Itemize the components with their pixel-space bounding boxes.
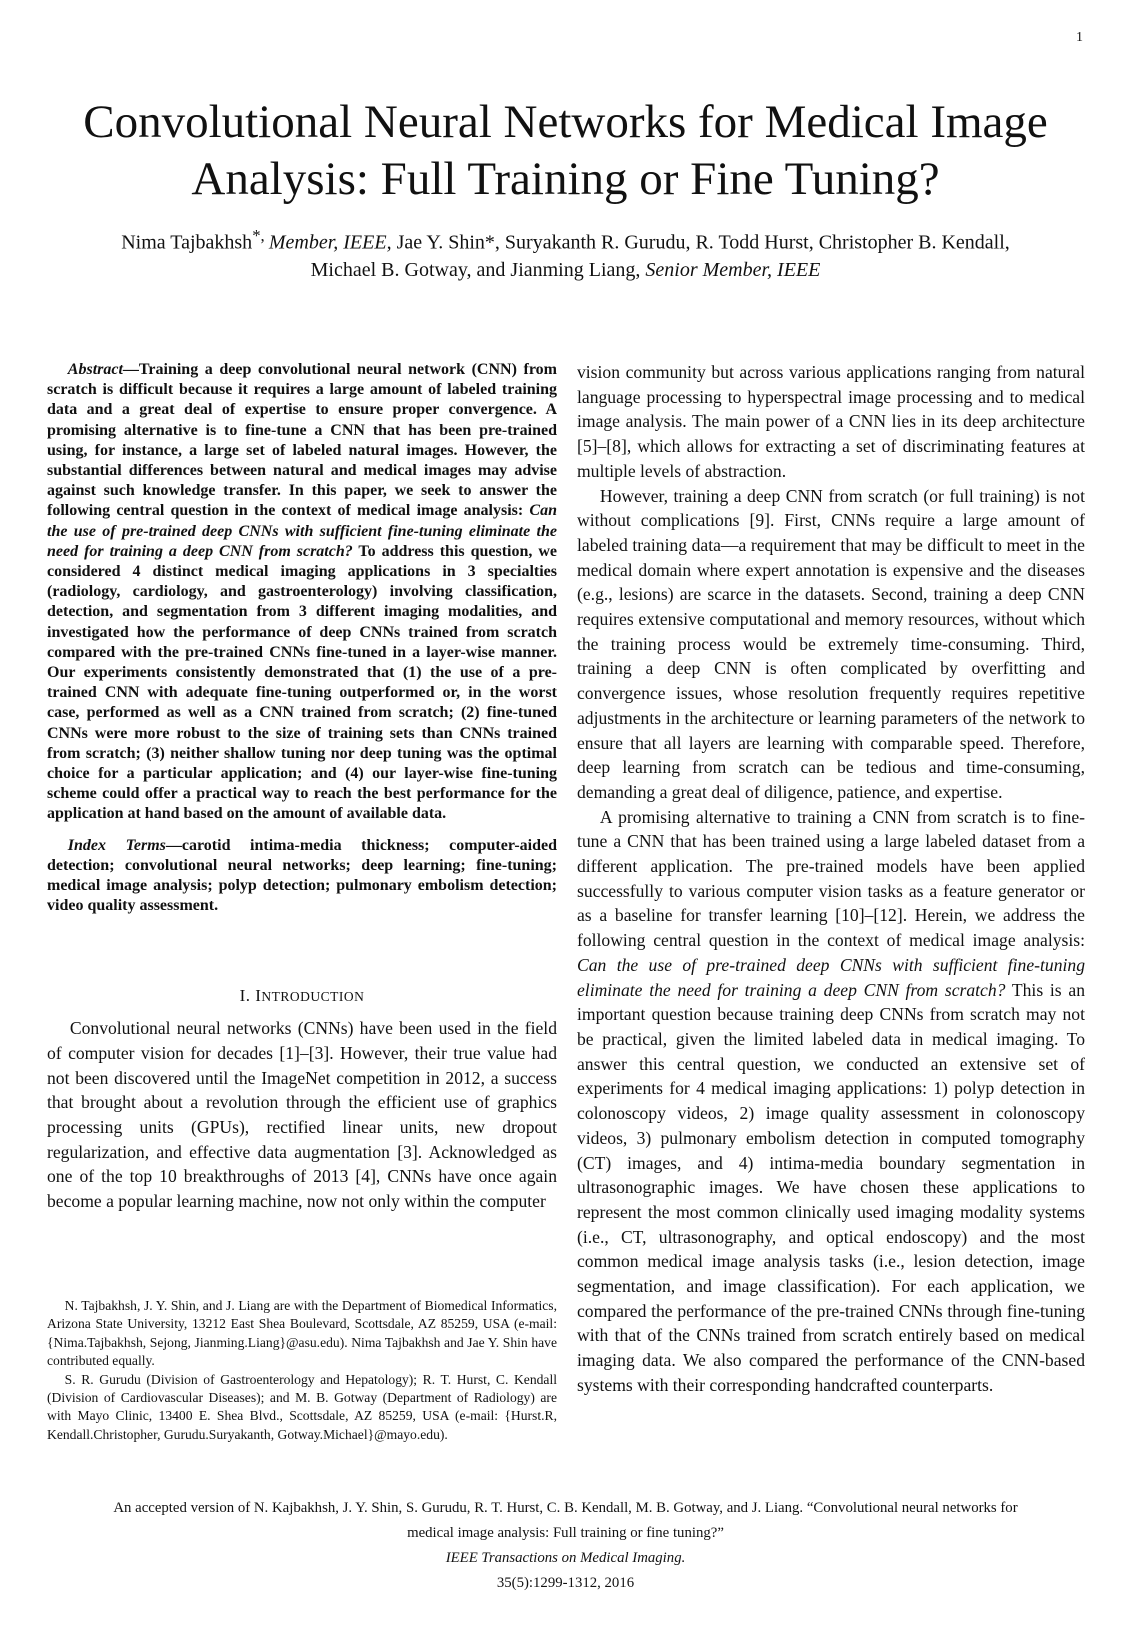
footnote-1: N. Tajbakhsh, J. Y. Shin, and J. Liang are with the Department of Biomedical Informatics, Arizona State University, 13212 East Shea Boulevard, Scottsdale, AZ 85259, USA (e-mail: {Nima.Tajbakhsh, Sejong, Jianming.Liang}@asu.edu). Nima Tajbakhsh and Jae Y. Shin have contributed equally. xyxy=(47,1298,557,1369)
author-name: Nima Tajbakhsh xyxy=(121,231,253,254)
paragraph-3-text: A promising alternative to training a CNN from scratch is to fine-tune a CNN that has been trained using a large labeled dataset from a different application. The pre-trained models have been applied successfully to various computer vision tasks as a feature generator or as a baseline for transfer learning [10]–[12]. Herein, we address the following central question in the context of medical image analysis: xyxy=(577,806,1085,951)
citation-note xyxy=(30,1496,1101,1596)
membership: Member, IEEE, xyxy=(268,231,392,254)
paragraph-3-question: Can the use of pre-trained deep CNNs with sufficient fine-tuning eliminate the need for training a deep CNN from scratch? xyxy=(577,954,1085,1000)
equal-contribution-mark: *, xyxy=(252,226,269,245)
section-numeral: I. xyxy=(239,986,256,1006)
intro-paragraph: Convolutional neural networks (CNNs) have been used in the field of computer vision for decades [1]–[3]. However, their true value had not been discovered until the ImageNet competition in 2012, a success that brought about a revolution through the efficient use of graphics processing units (GPUs), rectified linear units, new dropout regularization, and effective data augmentation [3]. Acknowledged as one of the top 10 breakthroughs of 2013 [4], CNNs have once again become a popular learning machine, now not only within the computer xyxy=(47,1018,557,1212)
left-column xyxy=(47,360,557,1214)
citation-line-2 xyxy=(30,1521,1101,1596)
membership: Senior Member, IEEE xyxy=(645,258,821,281)
title-line-2: Analysis: Full Training or Fine Tuning? xyxy=(191,153,940,205)
paper-title xyxy=(30,94,1101,208)
section-heading xyxy=(47,984,557,1010)
index-terms-label: Index Terms xyxy=(67,836,166,854)
author-name: Jae Y. Shin xyxy=(391,231,485,254)
right-column xyxy=(577,360,1085,1398)
page-number: 1 xyxy=(1076,30,1083,45)
journal-name: IEEE Transactions on Medical Imaging. xyxy=(445,1550,686,1566)
index-terms xyxy=(47,836,557,917)
paragraph-1: vision community but across various applications ranging from natural language processing to hyperspectral image processing and to medical image analysis. The main power of a CNN lies in its deep architecture [5]–[8], which allows for extracting a set of discriminating features at multiple levels of abstraction. xyxy=(577,362,1085,481)
section-title-rest: NTRODUCTION xyxy=(261,989,365,1005)
author-names: Michael B. Gotway, and Jianming Liang, xyxy=(310,258,646,281)
author-names: *, Suryakanth R. Gurudu, R. Todd Hurst, Christopher B. Kendall, xyxy=(484,231,1010,254)
abstract-text: To address this question, we considered 4 distinct medical imaging applications in 3 specialties (radiology, cardiology, and gastroenterology) involving classification, detection, and segmentation from 3 different imaging modalities, and investigated how the performance of deep CNNs trained from scratch compared with the pre-trained CNNs fine-tuned in a layer-wise manner. Our experiments consistently demonstrated that (1) the use of a pre-trained CNN with adequate fine-tuning outperformed or, in the worst case, performed as well as a CNN trained from scratch; (2) fine-tuned CNNs were more robust to the size of training sets than CNNs trained from scratch; (3) neither shallow tuning nor deep tuning was the optimal choice for a particular application; and (4) our layer-wise fine-tuning scheme could offer a practical way to reach the best performance for the application at hand based on the amount of available data. xyxy=(47,542,557,823)
footnote-2: S. R. Gurudu (Division of Gastroenterology and Hepatology); R. T. Hurst, C. Kendall (Division of Cardiovascular Diseases); and M. B. Gotway (Department of Radiology) are with Mayo Clinic, 13400 E. Shea Blvd., Scottsdale, AZ 85259, USA (e-mail: {Hurst.R, Kendall.Christopher, Gurudu.Suryakanth, Gotway.Michael}@mayo.edu). xyxy=(47,1371,557,1442)
author-line-2 xyxy=(30,257,1101,284)
paragraph-2: However, training a deep CNN from scratch (or full training) is not without complications [9]. First, CNNs require a large amount of labeled training data—a requirement that may be difficult to meet in the medical domain where expert annotation is expensive and the diseases (e.g., lesions) are scarce in the datasets. Second, training a deep CNN requires extensive computational and memory resources, without which the training process would be extremely time-consuming. Third, training a deep CNN is often complicated by overfitting and convergence issues, whose resolution frequently requires repetitive adjustments in the architecture or learning parameters of the network to ensure that all layers are learning with comparable speed. Therefore, deep learning from scratch can be tedious and time-consuming, demanding a great deal of diligence, patience, and expertise. xyxy=(577,485,1085,802)
affiliation-footnotes xyxy=(47,1297,557,1444)
title-line-1: Convolutional Neural Networks for Medical Image xyxy=(83,96,1048,148)
author-line-1 xyxy=(30,222,1101,257)
author-list xyxy=(30,222,1101,284)
abstract-question: Can the use of pre-trained deep CNNs with sufficient fine-tuning eliminate the need for training a deep CNN from scratch? xyxy=(47,502,557,560)
citation-text: 35(5):1299-1312, 2016 xyxy=(496,1575,635,1591)
citation-text: medical image analysis: Full training or fine tuning?” xyxy=(407,1525,724,1541)
abstract-label: Abstract xyxy=(67,361,123,378)
section-initial: I xyxy=(255,986,262,1006)
index-terms-text: —carotid intima-media thickness; computer-aided detection; convolutional neural networks; deep learning; fine-tuning; medical image analysis; polyp detection; pulmonary embolism detection; video quality assessment. xyxy=(47,836,557,915)
abstract-text: —Training a deep convolutional neural network (CNN) from scratch is difficult because it requires a large amount of labeled training data and a great deal of expertise to ensure proper convergence. A promising alternative is to fine-tune a CNN that has been pre-trained using, for instance, a large set of labeled natural images. However, the substantial differences between natural and medical images may advise against such knowledge transfer. In this paper, we seek to answer the following central question in the context of medical image analysis: xyxy=(47,361,557,520)
abstract xyxy=(47,360,557,825)
paragraph-3 xyxy=(577,805,1085,1398)
paragraph-3-text: This is an important question because training deep CNNs from scratch may not be practical, given the limited labeled data in medical imaging. To answer this central question, we conducted an extensive set of experiments for 4 medical imaging applications: 1) polyp detection in colonoscopy videos, 2) image quality assessment in colonoscopy videos, 3) pulmonary embolism detection in computed tomography (CT) images, and 4) intima-media boundary segmentation in ultrasonographic images. We have chosen these applications to represent the most common clinically used imaging modality systems (i.e., CT, ultrasonography, and optical endoscopy) and the most common medical image analysis tasks (i.e., lesion detection, image segmentation, and image classification). For each application, we compared the performance of the pre-trained CNNs through fine-tuning with that of the CNNs trained from scratch entirely based on medical imaging data. We also compared the performance of the CNN-based systems with their corresponding handcrafted counterparts. xyxy=(577,979,1085,1395)
citation-line-1: An accepted version of N. Kajbakhsh, J. Y. Shin, S. Gurudu, R. T. Hurst, C. B. Kendall, M. B. Gotway, and J. Liang. “Convolutional neural networks for xyxy=(113,1500,1018,1516)
